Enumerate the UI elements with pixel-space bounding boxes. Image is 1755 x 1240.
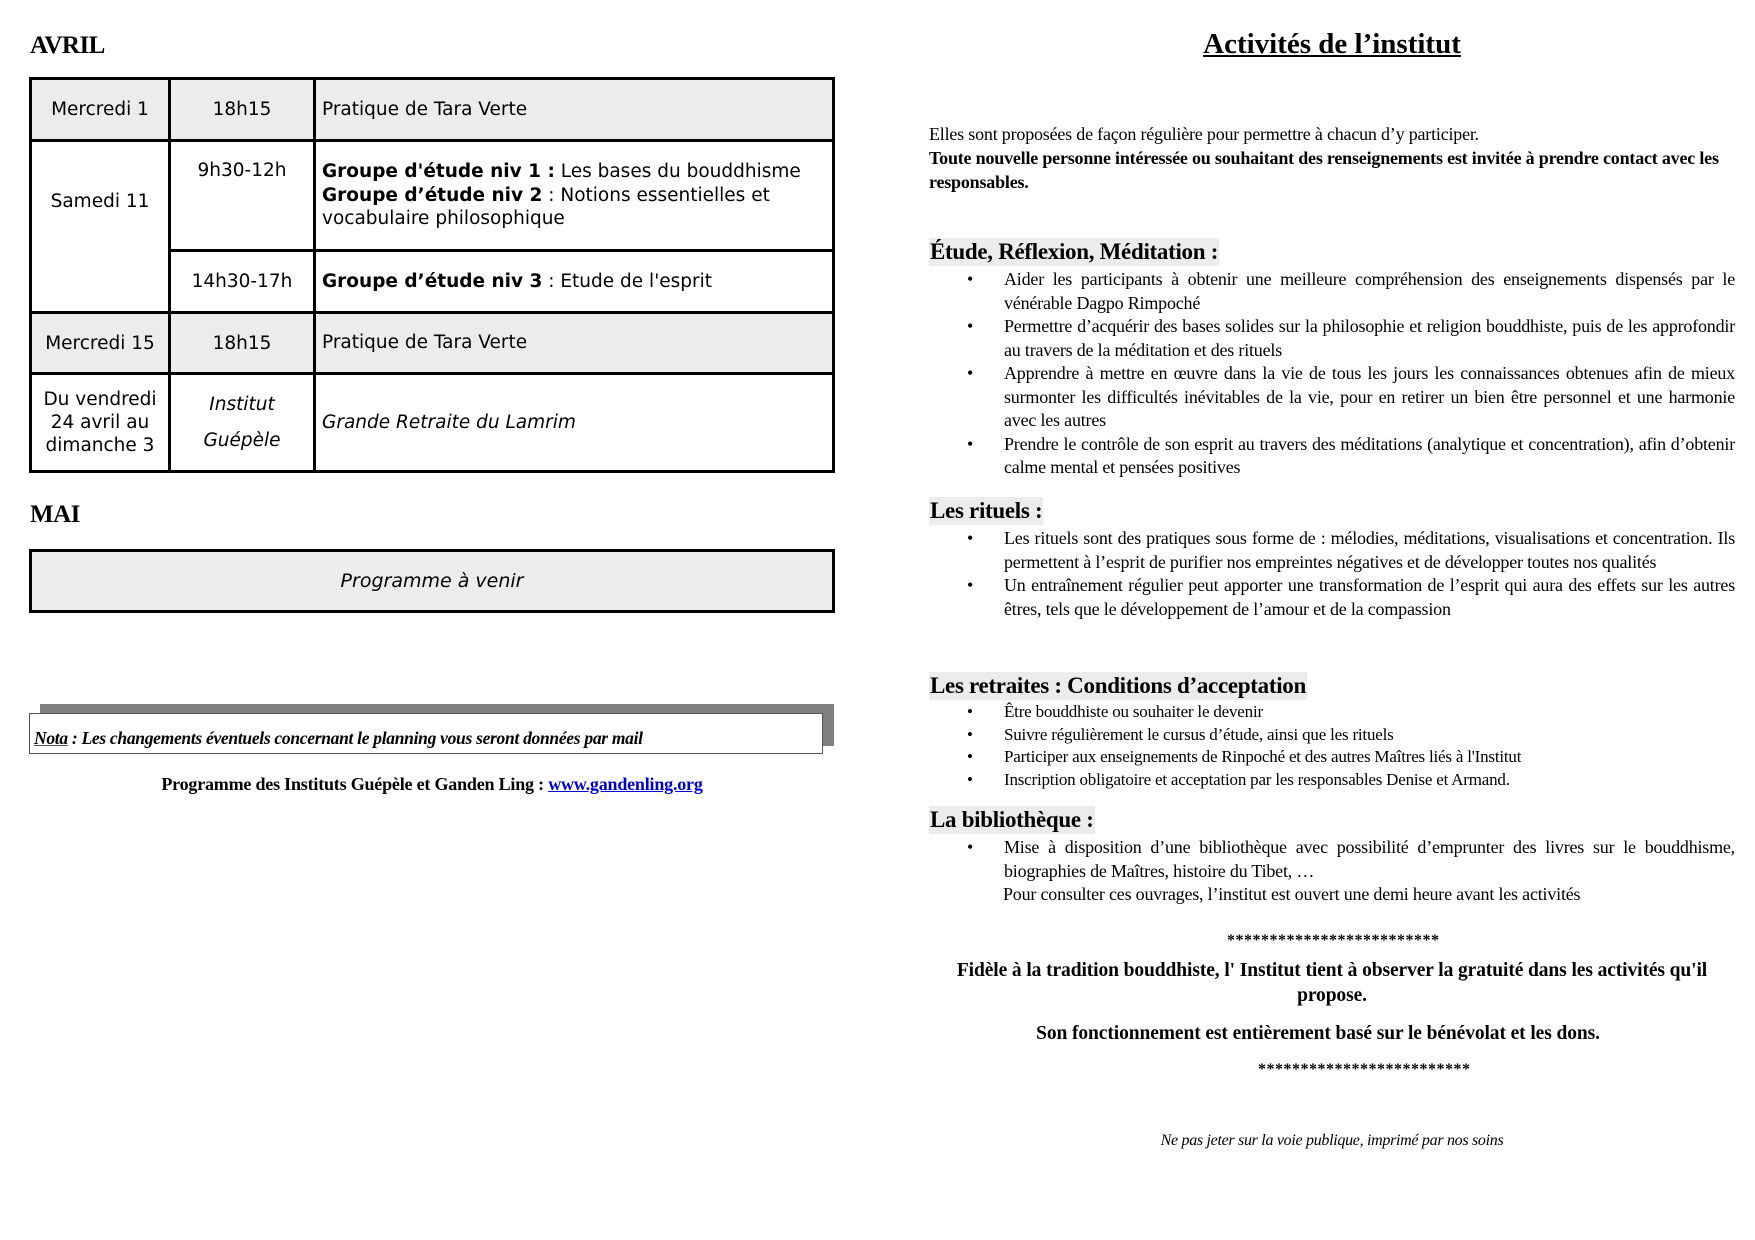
volunteer-statement: Son fonctionnement est entièrement basé sur le bénévolat et les dons. [1036,1023,1600,1044]
time-cell: 9h30-12h [170,141,315,251]
retraites-list [929,701,1735,791]
list-item [929,724,1735,747]
list-item [929,836,1735,883]
study-group-line [322,160,826,184]
group-label: Groupe d’étude niv 2 [322,184,543,206]
section-heading-rituels: Les rituels : [930,498,1043,523]
bullet-icon: • [967,747,973,766]
list-item [929,574,1735,621]
bullet-icon: • [967,269,974,289]
month-heading-april: AVRIL [30,32,105,59]
rituels-list [929,527,1735,621]
time-cell: 18h15 [170,79,315,141]
item-text: Les rituels sont des pratiques sous forme de : mélodies, méditations, visualisations et concentration. Ils permettent à l’esprit de purifier nos empreintes négatives et de développer toutes nos qualités [1004,528,1735,572]
intro-bold-line: Toute nouvelle personne intéressée ou souhaitant des renseignements est invitée à prendre contact avec les responsables. [929,148,1719,192]
section-heading-retraites: Les retraites : Conditions d’acceptation [930,673,1306,698]
item-text: Être bouddhiste ou souhaiter le devenir [1004,702,1263,721]
activity-cell: Pratique de Tara Verte [315,79,834,141]
intro-paragraph [929,122,1735,194]
nota-box [29,713,823,754]
date-cell: Samedi 11 [31,141,170,313]
gratuity-statement: Fidèle à la tradition bouddhiste, l' Institut tient à observer la gratuité dans les activités qu'il propose. [956,960,1708,1006]
bullet-icon: • [967,363,974,383]
list-item [929,268,1735,315]
stars-divider: ************************* [1227,932,1440,949]
bullet-icon: • [967,702,973,721]
table-row [31,374,834,472]
date-cell: Mercredi 15 [31,313,170,374]
place-line: Institut [209,393,275,415]
list-item [929,701,1735,724]
date-cell: Mercredi 1 [31,79,170,141]
group-topic: : Notions essentielles et vocabulaire philosophique [322,184,770,229]
table-row [31,79,834,141]
item-text: Participer aux enseignements de Rinpoché et des autres Maîtres liés à l'Institut [1004,747,1522,766]
study-group-line [322,184,826,231]
item-text: Aider les participants à obtenir une meilleure compréhension des enseignements dispensés par le vénérable Dagpo Rimpoché [1004,269,1735,313]
bibliotheque-list [929,836,1735,883]
date-line: Du vendredi [43,389,157,410]
nota-label: Nota [34,728,68,748]
item-text: Suivre régulièrement le cursus d’étude, ainsi que les rituels [1004,724,1394,744]
stars-divider: ************************* [1258,1061,1471,1078]
group-label: Groupe d’étude niv 3 [322,270,543,292]
item-text: Apprendre à mettre en œuvre dans la vie de tous les jours les connaissances obtenues afin de mieux surmonter les difficultés inévitables de la vie, pour en retirer un bien être personnel et une harmonie avec les autres [1004,363,1735,430]
list-item [929,746,1735,769]
place-line: Guépèle [203,429,281,451]
table-row [31,141,834,251]
page-title [929,28,1735,61]
section-heading-bibliotheque: La bibliothèque : [930,807,1094,832]
list-item [929,769,1735,792]
bullet-icon: • [967,575,974,595]
list-item [929,433,1735,480]
title-text: Activités de l’institut [1203,28,1461,60]
closing-note: Ne pas jeter sur la voie publique, imprimé par nos soins [1160,1132,1504,1149]
bullet-icon: • [967,769,973,789]
item-text: Mise à disposition d’une bibliothèque avec possibilité d’emprunter des livres sur le bouddhisme, biographies de Maîtres, histoire du Tibet, … [1004,837,1735,881]
table-row [31,313,834,374]
item-text: Un entraînement régulier peut apporter une transformation de l’esprit qui aura des effets sur les autres êtres, tels que le développement de l’amour et de la compassion [1004,575,1735,619]
list-item [929,315,1735,362]
activity-cell: Grande Retraite du Lamrim [315,374,834,472]
section-heading-etude: Étude, Réflexion, Méditation : [930,239,1219,264]
place-cell [170,374,315,472]
program-footer [29,774,835,795]
time-cell: 18h15 [170,313,315,374]
list-item [929,527,1735,574]
website-link[interactable]: www.gandenling.org [548,774,703,794]
group-topic: : Etude de l'esprit [542,270,713,292]
bullet-icon: • [967,724,973,744]
nota-text: : Les changements éventuels concernant le planning vous seront données par mail [67,728,643,748]
item-text: Prendre le contrôle de son esprit au travers des méditations (analytique et concentration), afin d’obtenir calme mental et pensées positives [1004,433,1735,477]
bullet-icon: • [967,837,974,857]
bibliotheque-note: Pour consulter ces ouvrages, l’institut est ouvert une demi heure avant les activités [1003,884,1581,904]
time-cell: 14h30-17h [170,251,315,313]
may-program-box: Programme à venir [29,549,835,613]
april-schedule-table [29,77,835,473]
item-text: Permettre d’acquérir des bases solides sur la philosophie et religion bouddhiste, puis de les approfondir au travers de la méditation et des rituels [1004,316,1735,360]
group-label: Groupe d'étude niv 1 : [322,161,555,182]
month-heading-may: MAI [30,501,80,528]
group-topic: Les bases du bouddhisme [554,161,801,182]
footer-text: Programme des Instituts Guépèle et Ganden Ling : [161,774,549,794]
activity-cell: Pratique de Tara Verte [315,313,834,374]
date-cell [31,374,170,472]
item-text: Inscription obligatoire et acceptation par les responsables Denise et Armand. [1004,769,1510,789]
bullet-icon: • [967,528,974,548]
etude-list [929,268,1735,480]
bullet-icon: • [967,433,974,454]
activity-cell [315,141,834,251]
activity-cell [315,251,834,313]
date-line: 24 avril au [50,412,150,433]
date-line: dimanche 3 [45,435,155,456]
intro-line: Elles sont proposées de façon régulière pour permettre à chacun d’y participer. [929,124,1479,144]
bullet-icon: • [967,316,974,336]
list-item [929,362,1735,433]
